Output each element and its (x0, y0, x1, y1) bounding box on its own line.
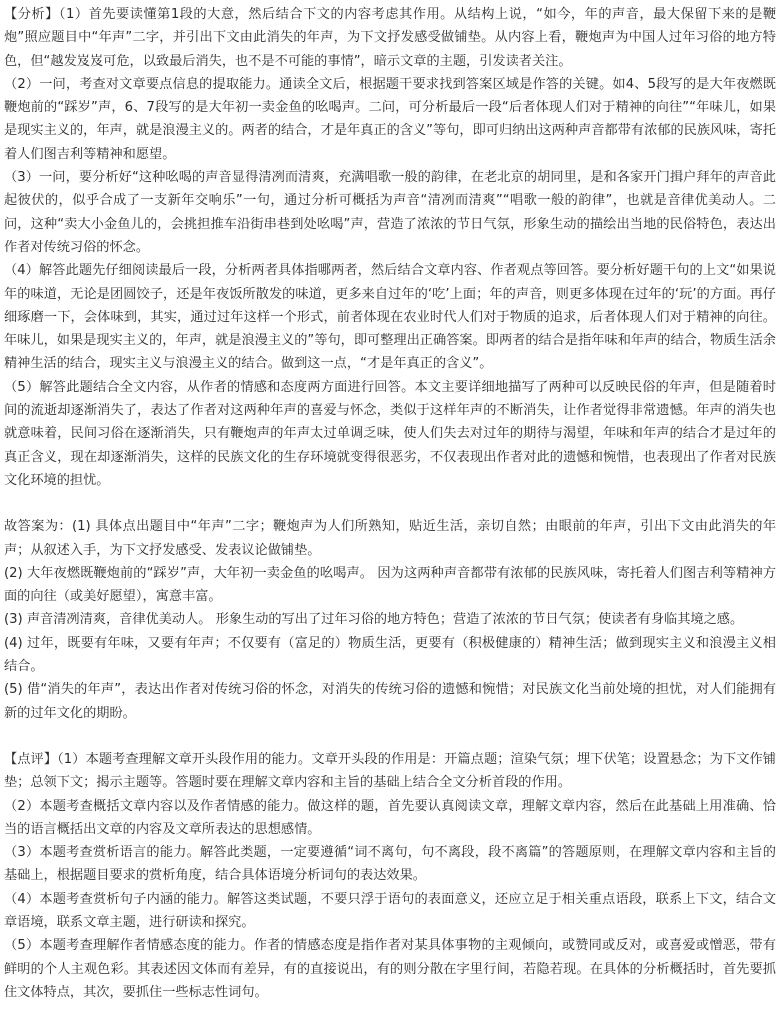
section-gap (4, 725, 776, 748)
answer-item-5: (5) 借“消失的年声”，表达出作者对传统习俗的怀念，对消失的传统习俗的遗憾和惋惜；对民族文化当前处境的担忧，对人们能拥有新的过年文化的期盼。 (4, 682, 776, 721)
comment-item-2: （2）本题考查概括文章内容以及作者情感的能力。做这样的题，首先要认真阅读文章，理解文章内容，然后在此基础上用准确、恰当的语言概括出文章的内容及文章所表达的思想感情。 (4, 798, 776, 837)
answer-item-1: 故答案为：(1) 具体点出题目中“年声”二字；鞭炮声为人们所熟知，贴近生活，亲切自然；由眼前的年声，引出下文由此消失的年声；从叙述入手，为下文抒发感受、发表议论做铺垫。 (4, 519, 776, 558)
answer-item-3: (3) 声音清冽清爽，音律优美动人。 形象生动的写出了过年习俗的地方特色；营造了浓浓的节日气氛；使读者有身临其境之感。 (4, 612, 744, 628)
answer-item-4: (4) 过年，既要有年味，又要有年声；不仅要有（富足的）物质生活，更要有（积极健康的）精神生活；做到现实主义和浪漫主义相结合。 (4, 635, 776, 675)
comment-label: 【点评】 (4, 751, 58, 767)
comment-item-1: 【点评】（1）本题考查理解文章开头段作用的能力。文章开头段的作用是：开篇点题；渲染气氛；埋下伏笔；设置悬念；为下文作铺垫；总领下文；揭示主题等。答题时要在理解文章内容和主旨的基础上结合全文分析首段的作用。 (4, 751, 776, 791)
answer-item-2: (2) 大年夜燃既鞭炮前的“踩岁”声，大年初一卖金鱼的吆喝声。 因为这两种声音都带有浓郁的民族风味，寄托着人们图吉利等精神方面的向往（或美好愿望），寓意丰富。 (4, 565, 776, 605)
analysis-item-2: （2）一问，考查对文章要点信息的提取能力。通读全文后，根据题干要求找到答案区域是作答的关键。如4、5段写的是大年夜燃既鞭炮前的“踩岁”声，6、7段写的是大年初一卖金鱼的吆喝声。二问，可分析最后一段“后者体现人们对于精神的向往”“年味儿，如果是现实主义的，年声，就是浪漫主义的。两者的结合，才是年真正的含义”等句，即可归纳出这两种声音都带有浓郁的民族风味，寄托着人们图吉利等精神和愿望。 (4, 76, 776, 162)
comment-item-5: （5）本题考查理解作者情感态度的能力。作者的情感态度是指作者对某具体事物的主观倾向，或赞同或反对，或喜爱或憎恶，带有鲜明的个人主观色彩。其表述因文体而有差异，有的直接说出，有的则分散在字里行间，若隐若现。在具体的分析概括时，首先要抓住文体特点，其次，要抓住一些标志性词句。 (4, 938, 776, 1000)
analysis-item-4: （4）解答此题先仔细阅读最后一段，分析两者具体指哪两者，然后结合文章内容、作者观点等回答。要分析好题干句的上文“如果说年的味道，无论是团圆饺子，还是年夜饭所散发的味道，更多来自过年的‘吃’上面；年的声音，则更多体现在过年的‘玩’的方面。再仔细琢磨一下，会体味到，其实，通过过年这样一个形式，前者体现在农业时代人们对于物质的追求，后者体现人们对于精神的向往。年味儿，如果是现实主义的，年声，就是浪漫主义的”等句，即可整理出正确答案。即两者的结合是指年味和年声的结合，物质生活余精神生活的结合，现实主义与浪漫主义的结合。做到这一点，“才是年真正的含义”。 (4, 263, 776, 372)
analysis-label: 【分析】 (4, 7, 59, 22)
analysis-item-5: （5）解答此题结合全文内容，从作者的情感和态度两方面进行回答。本文主要详细地描写了两种可以反映民俗的年声，但是随着时间的流逝却逐渐消失了，表达了作者对这两种年声的喜爱与怀念，类似于这样年声的不断消失，让作者觉得非常遗憾。年声的消失也就意味着，民间习俗在逐渐消失，只有鞭炮声的年声太过单调乏味，使人们失去对过年的期待与渴望，年味和年声的结合才是过年的真正含义，现在却逐渐消失，这样的民族文化的生存环境就变得很恶劣，不仅表现出作者对此的遗憾和惋惜，也表现出了作者对民族文化环境的担忧。 (4, 379, 776, 488)
analysis-item-3: （3）一问，要分析好“这种吆喝的声音显得清冽而清爽，充满唱歌一般的韵律，在老北京的胡同里，是和各家开门揖户拜年的声音此起彼伏的，似乎合成了一支新年交响乐”一句，通过分析可概括为声音“清冽而清爽”“唱歌一般的韵律”，也就是音律优美动人。二问，这种“卖大小金鱼儿的，会挑担推车沿街串巷到处吆喝”声，营造了浓浓的节日气氛，形象生动的描绘出当地的民俗特色，表达出作者对传统习俗的怀念。 (4, 170, 776, 255)
section-gap (4, 492, 776, 515)
answer-section (4, 515, 776, 725)
comment-item-3: （3）本题考查赏析语言的能力。解答此类题，一定要遵循“词不离句，句不离段，段不离篇”的答题原则，在理解文章内容和主旨的基础上，根据题目要求的赏析角度，结合具体语境分析词句的表达效果。 (4, 845, 776, 884)
analysis-section (4, 3, 776, 492)
analysis-item-1: 【分析】（1）首先要读懂第1段的大意，然后结合下文的内容考虑其作用。从结构上说，“如今，年的声音，最大保留下来的是鞭炮”照应题目中“年声”二字，并引出下文由此消失的年声，为下文抒发感受做铺垫。从内容上看，鞭炮声为中国人过年习俗的地方特色，但“越发岌岌可危，以致最后消失，也不是不可能的事情”，暗示文章的主题，引发读者关注。 (4, 7, 777, 69)
comment-item-4: （4）本题考查赏析句子内涵的能力。解答这类试题，不要只浮于语句的表面意义，还应立足于相关重点语段，联系上下文，结合文章语境，联系文章主题，进行研读和探究。 (4, 891, 776, 930)
comment-section (4, 748, 776, 1004)
